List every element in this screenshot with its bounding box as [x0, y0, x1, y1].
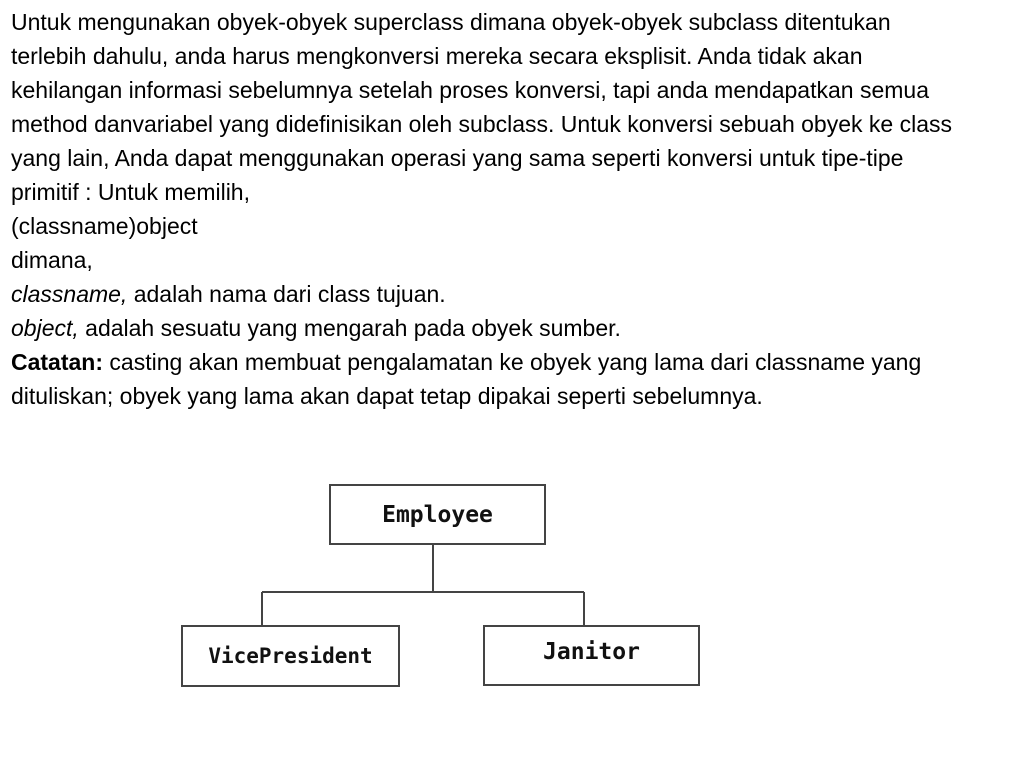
text-content — [11, 5, 1001, 475]
note-text: casting akan membuat pengalamatan ke obyek yang lama dari classname yang dituliskan; obyek yang lama akan dapat tetap dipakai seperti sebelumnya. — [11, 349, 922, 409]
classname-description: adalah nama dari class tujuan. — [127, 281, 446, 307]
classname-definition — [11, 277, 1001, 311]
object-description: adalah sesuatu yang mengarah pada obyek sumber. — [78, 315, 621, 341]
syntax-line: (classname)object — [11, 213, 198, 239]
classname-term: classname, — [11, 281, 128, 307]
vicepresident-class-box: VicePresident — [181, 625, 400, 687]
where-line: dimana, — [11, 247, 93, 273]
note-label: Catatan: — [11, 349, 104, 375]
object-definition — [11, 311, 1001, 345]
note-paragraph — [11, 345, 971, 413]
object-term: object, — [11, 315, 79, 341]
intro-paragraph: Untuk mengunakan obyek-obyek superclass dimana obyek-obyek subclass ditentukan terlebih dahulu, anda harus mengkonversi mereka secara eksplisit. Anda tidak akan kehilangan informasi sebelumnya setelah proses konversi, tapi anda mendapatkan semua method danvariabel yang didefinisikan oleh subclass. Untuk konversi sebuah obyek ke class yang lain, Anda dapat menggunakan operasi yang sama seperti konversi untuk tipe-tipe primitif : Untuk memilih, — [11, 9, 952, 205]
employee-class-box: Employee — [329, 484, 546, 545]
janitor-class-box: Janitor — [483, 625, 700, 686]
